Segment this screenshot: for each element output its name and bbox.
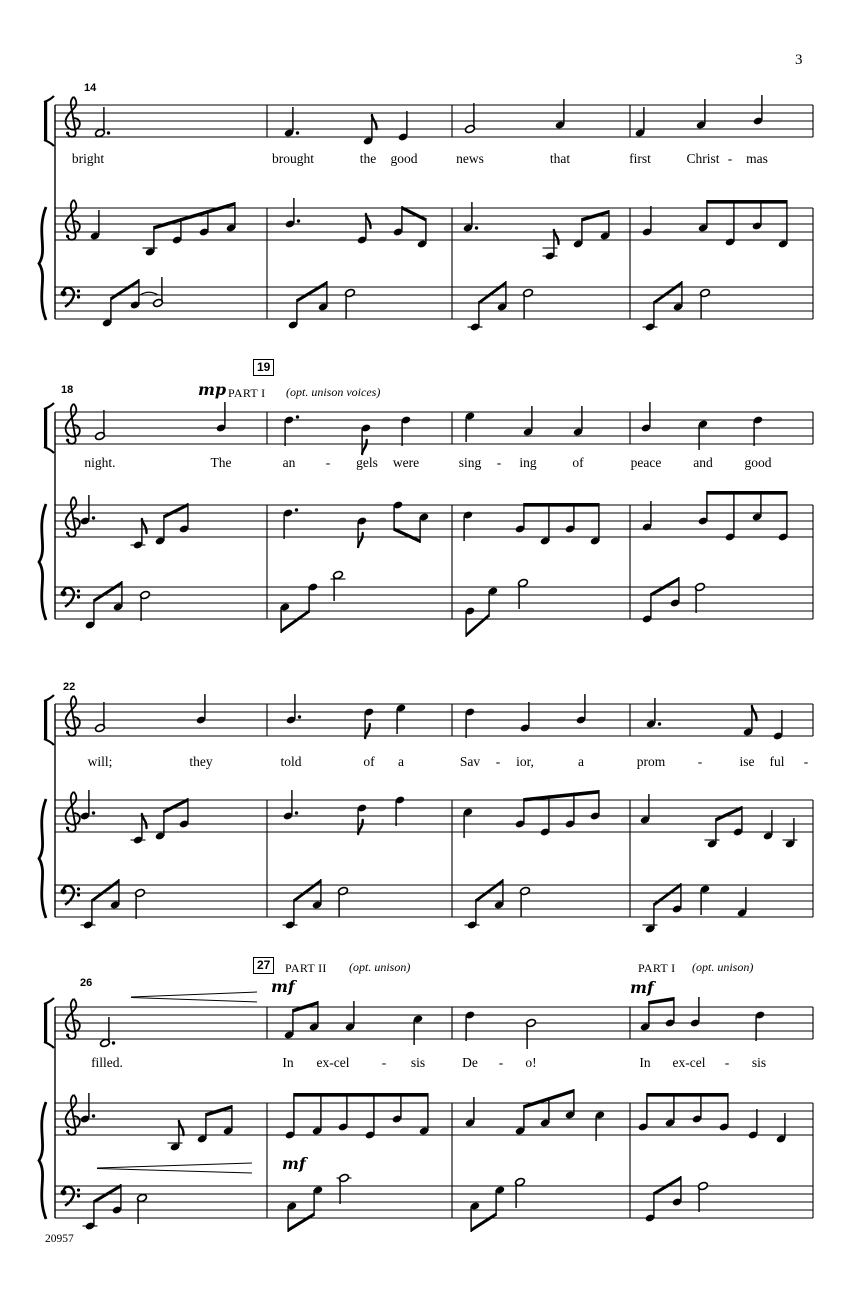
treble-clef-icon xyxy=(66,200,80,240)
lyric-syllable: - xyxy=(724,1055,730,1070)
vocal-bracket xyxy=(44,700,47,740)
part-label: PART I xyxy=(638,961,676,975)
lyric-syllable: - xyxy=(381,1055,387,1070)
piano-brace xyxy=(39,1102,46,1219)
lyric-syllable: news xyxy=(456,151,484,166)
lyric-syllable: - xyxy=(495,754,501,769)
opt-instruction-label: (opt. unison) xyxy=(349,960,411,974)
vocal-bracket-hook xyxy=(44,403,54,409)
measure-number: 22 xyxy=(63,681,76,693)
bass-clef-curve xyxy=(63,886,73,905)
piano-brace xyxy=(39,799,46,918)
lyric-syllable: In xyxy=(639,1055,651,1070)
beam xyxy=(288,1212,314,1232)
beam xyxy=(707,491,787,495)
vocal-bracket-hook xyxy=(44,1042,54,1048)
augmentation-dot xyxy=(112,1041,115,1044)
treble-clef-dot xyxy=(66,439,69,442)
lyric-syllable: filled. xyxy=(91,1055,123,1070)
dynamic-marking: mf xyxy=(271,977,295,996)
lyric-syllable: ior, xyxy=(516,754,534,769)
lyric-syllable: good xyxy=(744,455,772,470)
lyric-syllable: Christ xyxy=(686,151,720,166)
treble-clef-icon xyxy=(66,1095,80,1135)
beam xyxy=(281,609,309,633)
vocal-bracket-hook xyxy=(44,998,54,1004)
treble-clef-path xyxy=(66,999,80,1039)
vocal-bracket-hook xyxy=(44,739,54,745)
bass-clef-dot xyxy=(77,289,80,292)
treble-clef-dot xyxy=(66,532,69,535)
rehearsal-mark: 27 xyxy=(253,957,274,974)
part-label: PART II xyxy=(285,961,327,975)
bass-clef-dot xyxy=(77,887,80,890)
vocal-bracket-hook xyxy=(44,140,54,146)
bass-clef-dot xyxy=(77,1188,80,1191)
beam xyxy=(471,1212,496,1232)
beam xyxy=(111,279,139,301)
lyric-syllable: - xyxy=(325,455,331,470)
crescendo-hairpin xyxy=(97,1169,252,1174)
treble-clef-path xyxy=(66,1095,80,1135)
vocal-bracket-hook xyxy=(44,96,54,102)
beam xyxy=(297,281,327,303)
lyric-syllable: De xyxy=(462,1055,478,1070)
crescendo-hairpin xyxy=(97,1163,252,1168)
bass-clef-curve xyxy=(63,1187,73,1206)
lyric-syllable: The xyxy=(210,455,232,470)
lyric-syllable: ise xyxy=(739,754,755,769)
treble-clef-path xyxy=(66,404,80,444)
treble-clef-icon xyxy=(66,792,80,832)
augmentation-dot xyxy=(92,1114,95,1117)
treble-clef-path xyxy=(66,696,80,736)
treble-clef-icon xyxy=(66,999,80,1039)
lyric-syllable: that xyxy=(549,151,571,166)
treble-clef-icon xyxy=(66,696,80,736)
dynamic-marking: mp xyxy=(198,380,227,399)
bass-clef-icon xyxy=(61,1187,81,1206)
augmentation-dot xyxy=(295,508,298,511)
beam xyxy=(94,581,122,603)
lyric-syllable: and xyxy=(693,455,713,470)
treble-clef-icon xyxy=(66,97,80,137)
lyric-syllable: the xyxy=(359,151,377,166)
lyric-syllable: mas xyxy=(746,151,768,166)
beam xyxy=(294,879,321,903)
lyric-syllable: will; xyxy=(87,754,113,769)
lyric-syllable: first xyxy=(629,151,651,166)
lyric-syllable: ex-cel xyxy=(316,1055,350,1070)
lyric-syllable: peace xyxy=(630,455,662,470)
treble-clef-path xyxy=(66,97,80,137)
treble-clef-dot xyxy=(66,235,69,238)
measure-number: 26 xyxy=(80,977,93,989)
bass-clef-dot xyxy=(77,295,80,298)
lyric-syllable: o! xyxy=(525,1055,537,1070)
treble-clef-path xyxy=(66,792,80,832)
augmentation-dot xyxy=(92,516,95,519)
lyric-syllable: night. xyxy=(84,455,116,470)
dynamic-marking: mf xyxy=(630,978,654,997)
treble-clef-path xyxy=(66,497,80,537)
crescendo-hairpin xyxy=(131,998,257,1003)
lyric-syllable: brought xyxy=(272,151,314,166)
lyric-syllable: - xyxy=(496,455,502,470)
treble-clef-icon xyxy=(66,497,80,537)
dynamic-marking: mf xyxy=(282,1154,306,1173)
lyric-syllable: an xyxy=(282,455,296,470)
crescendo-hairpin xyxy=(131,992,257,997)
beam xyxy=(654,883,681,907)
augmentation-dot xyxy=(107,131,110,134)
augmentation-dot xyxy=(297,219,300,222)
beam xyxy=(476,879,503,903)
treble-clef-dot xyxy=(66,132,69,135)
vocal-bracket-hook xyxy=(44,447,54,453)
beam xyxy=(707,200,787,204)
beam xyxy=(647,1093,728,1097)
bass-clef-icon xyxy=(61,588,81,607)
lyric-syllable: sis xyxy=(751,1055,767,1070)
treble-clef-dot xyxy=(66,827,69,830)
vocal-bracket xyxy=(44,408,47,448)
lyric-syllable: good xyxy=(390,151,418,166)
lyric-syllable: they xyxy=(189,754,213,769)
beam xyxy=(394,527,420,543)
treble-clef-dot xyxy=(66,1130,69,1133)
beam xyxy=(92,879,119,903)
opt-instruction-label: (opt. unison voices) xyxy=(286,385,381,399)
augmentation-dot xyxy=(298,715,301,718)
lyric-syllable: prom xyxy=(636,754,666,769)
bass-clef-icon xyxy=(61,886,81,905)
beam xyxy=(479,281,506,305)
vocal-bracket xyxy=(44,101,47,141)
lyric-syllable: sing xyxy=(458,455,482,470)
lyric-syllable: sis xyxy=(410,1055,426,1070)
rehearsal-mark: 19 xyxy=(253,359,274,376)
measure-number: 14 xyxy=(84,82,97,94)
lyric-syllable: gels xyxy=(356,455,378,470)
lyric-syllable: - xyxy=(727,151,733,166)
bass-clef-icon xyxy=(61,288,81,307)
lyric-syllable: a xyxy=(578,754,584,769)
beam xyxy=(654,281,682,305)
bass-clef-dot xyxy=(77,893,80,896)
augmentation-dot xyxy=(92,811,95,814)
bass-clef-curve xyxy=(63,588,73,607)
bass-clef-dot xyxy=(77,595,80,598)
piano-brace xyxy=(39,207,46,320)
part-label: PART I xyxy=(228,386,266,400)
augmentation-dot xyxy=(475,226,478,229)
treble-clef-icon xyxy=(66,404,80,444)
lyric-syllable: of xyxy=(572,455,584,470)
lyric-syllable: Sav xyxy=(459,754,481,769)
augmentation-dot xyxy=(296,415,299,418)
treble-clef-dot xyxy=(66,1034,69,1037)
bass-clef-dot xyxy=(77,589,80,592)
augmentation-dot xyxy=(295,811,298,814)
beam xyxy=(649,997,674,1005)
beam xyxy=(524,503,599,507)
lyric-syllable: bright xyxy=(71,151,105,166)
beam xyxy=(466,613,489,637)
lyric-syllable: a xyxy=(398,754,404,769)
piano-brace xyxy=(39,504,46,620)
augmentation-dot xyxy=(296,131,299,134)
lyric-syllable: were xyxy=(392,455,420,470)
lyric-syllable: - xyxy=(803,754,809,769)
vocal-bracket-hook xyxy=(44,695,54,701)
vocal-bracket xyxy=(44,1003,47,1043)
lyric-syllable: ex-cel xyxy=(672,1055,706,1070)
page-number: 3 xyxy=(795,52,803,68)
treble-clef-path xyxy=(66,200,80,240)
bass-clef-dot xyxy=(77,1194,80,1197)
opt-instruction-label: (opt. unison) xyxy=(692,960,754,974)
lyric-syllable: - xyxy=(697,754,703,769)
lyric-syllable: ful xyxy=(769,754,785,769)
plate-number: 20957 xyxy=(45,1233,74,1245)
lyric-syllable: In xyxy=(282,1055,294,1070)
lyric-syllable: - xyxy=(498,1055,504,1070)
measure-number: 18 xyxy=(61,384,74,396)
lyric-syllable: of xyxy=(363,754,375,769)
lyric-syllable: ing xyxy=(519,455,537,470)
bass-clef-curve xyxy=(63,288,73,307)
beam xyxy=(294,1093,428,1097)
lyric-syllable: told xyxy=(280,754,302,769)
treble-clef-dot xyxy=(66,731,69,734)
augmentation-dot xyxy=(658,722,661,725)
